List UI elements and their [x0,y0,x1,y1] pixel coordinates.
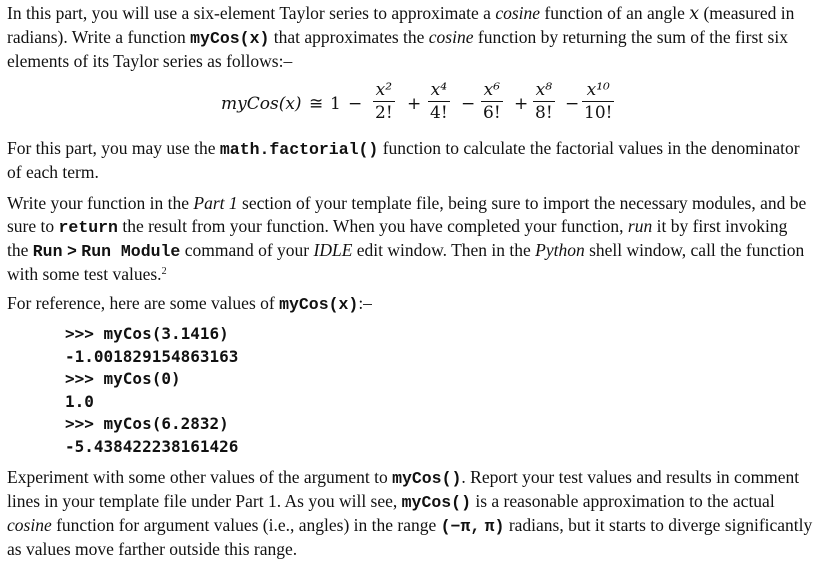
numerator: x² [375,80,393,100]
code-range-end: π) [484,517,505,536]
approx-symbol: ≅ [309,94,324,114]
shell-line: 1.0 [65,391,94,411]
text: that approximates the [269,27,429,47]
term-x4 [428,80,450,124]
numerator: x⁴ [430,80,448,100]
intro-paragraph [7,2,807,73]
text: command of your [180,240,314,260]
code-run-menu: Run [32,242,63,261]
text: For reference, here are some values of [7,293,280,313]
shell-line: >>> myCos(3.1416) [65,324,229,343]
term-x10 [582,80,614,124]
code-math-factorial: math.factorial() [219,140,379,159]
code-mycos: myCos() [401,493,471,512]
text: function by returning the sum of the first six elements of its Taylor series as follows:– [7,27,788,71]
text: Write your function in the [7,193,194,213]
emphasis-run: run [627,216,653,236]
code-mycos: myCos() [392,469,462,488]
numerator: x⁶ [483,80,501,100]
denominator: 8! [535,103,553,123]
code-mycos-x: myCos(x) [190,29,270,48]
text: shell window, call the function with some test values. [7,240,805,284]
variable-x: x [689,4,700,24]
text: it by first invoking the [7,216,788,260]
formula-one: 1 [330,94,341,114]
denominator: 6! [483,103,501,123]
text: :– [358,293,372,313]
code-mycos-x: myCos(x) [279,295,359,314]
formula-operator: − [348,94,363,114]
formula-operator: + [407,94,422,114]
formula-operator: − [565,94,580,114]
text: . Report your test values and results in comment lines in your template file under Part 1. As you will see, [7,467,800,511]
denominator: 10! [584,103,613,123]
text: is a reasonable approximation to the actual [470,491,775,511]
formula-operator: + [514,94,529,114]
text: function to calculate the factorial values in the denominator of each term. [7,138,800,182]
text: function for argument values (i.e., angles) in the range [51,515,441,535]
numerator: x¹⁰ [586,80,610,100]
term-x8 [533,80,555,124]
emphasis-python: Python [535,240,585,260]
text: section of your template file, being sure to import the necessary modules, and be sure to [7,193,807,236]
formula-operator: − [461,94,476,114]
reference-paragraph [7,292,807,316]
emphasis-cosine: cosine [7,515,52,535]
text: In this part, you will use a six-element Taylor series to approximate a [7,3,496,23]
text: radians, but it starts to diverge significantly as values move farther outside this range. [7,515,813,559]
emphasis-idle: IDLE [313,240,353,260]
factorial-paragraph [7,137,807,184]
denominator: 2! [375,103,393,123]
text: function of an angle [540,3,690,23]
shell-line: -1.001829154863163 [65,346,239,366]
denominator: 4! [430,103,448,123]
text: edit window. Then in the [352,240,536,260]
code-run-module: Run Module [81,242,181,261]
emphasis-part1: Part 1 [193,193,238,213]
experiment-paragraph [7,466,819,561]
code-return: return [58,218,118,237]
shell-line: >>> myCos(0) [65,369,181,389]
code-range-start: (−π, [440,517,481,536]
term-x6 [481,80,503,124]
footnote-marker: 2 [161,266,167,277]
shell-line: >>> myCos(6.2832) [65,414,229,434]
emphasis-cosine: cosine [495,3,541,23]
term-x2 [373,80,395,124]
menu-separator: > [62,242,82,260]
text: For this part, you may use the [7,138,220,158]
formula-lhs: myCos(x) [221,94,302,114]
text: Experiment with some other values of the argument to [7,467,393,487]
text: (measured in radians). Write a function [7,3,795,47]
instructions-paragraph [7,192,812,286]
emphasis-cosine: cosine [428,27,474,47]
shell-line: -5.438422238161426 [65,436,239,456]
numerator: x⁸ [535,80,553,100]
python-shell-example [65,323,238,459]
text: the result from your function. When you have completed your function, [117,216,628,236]
